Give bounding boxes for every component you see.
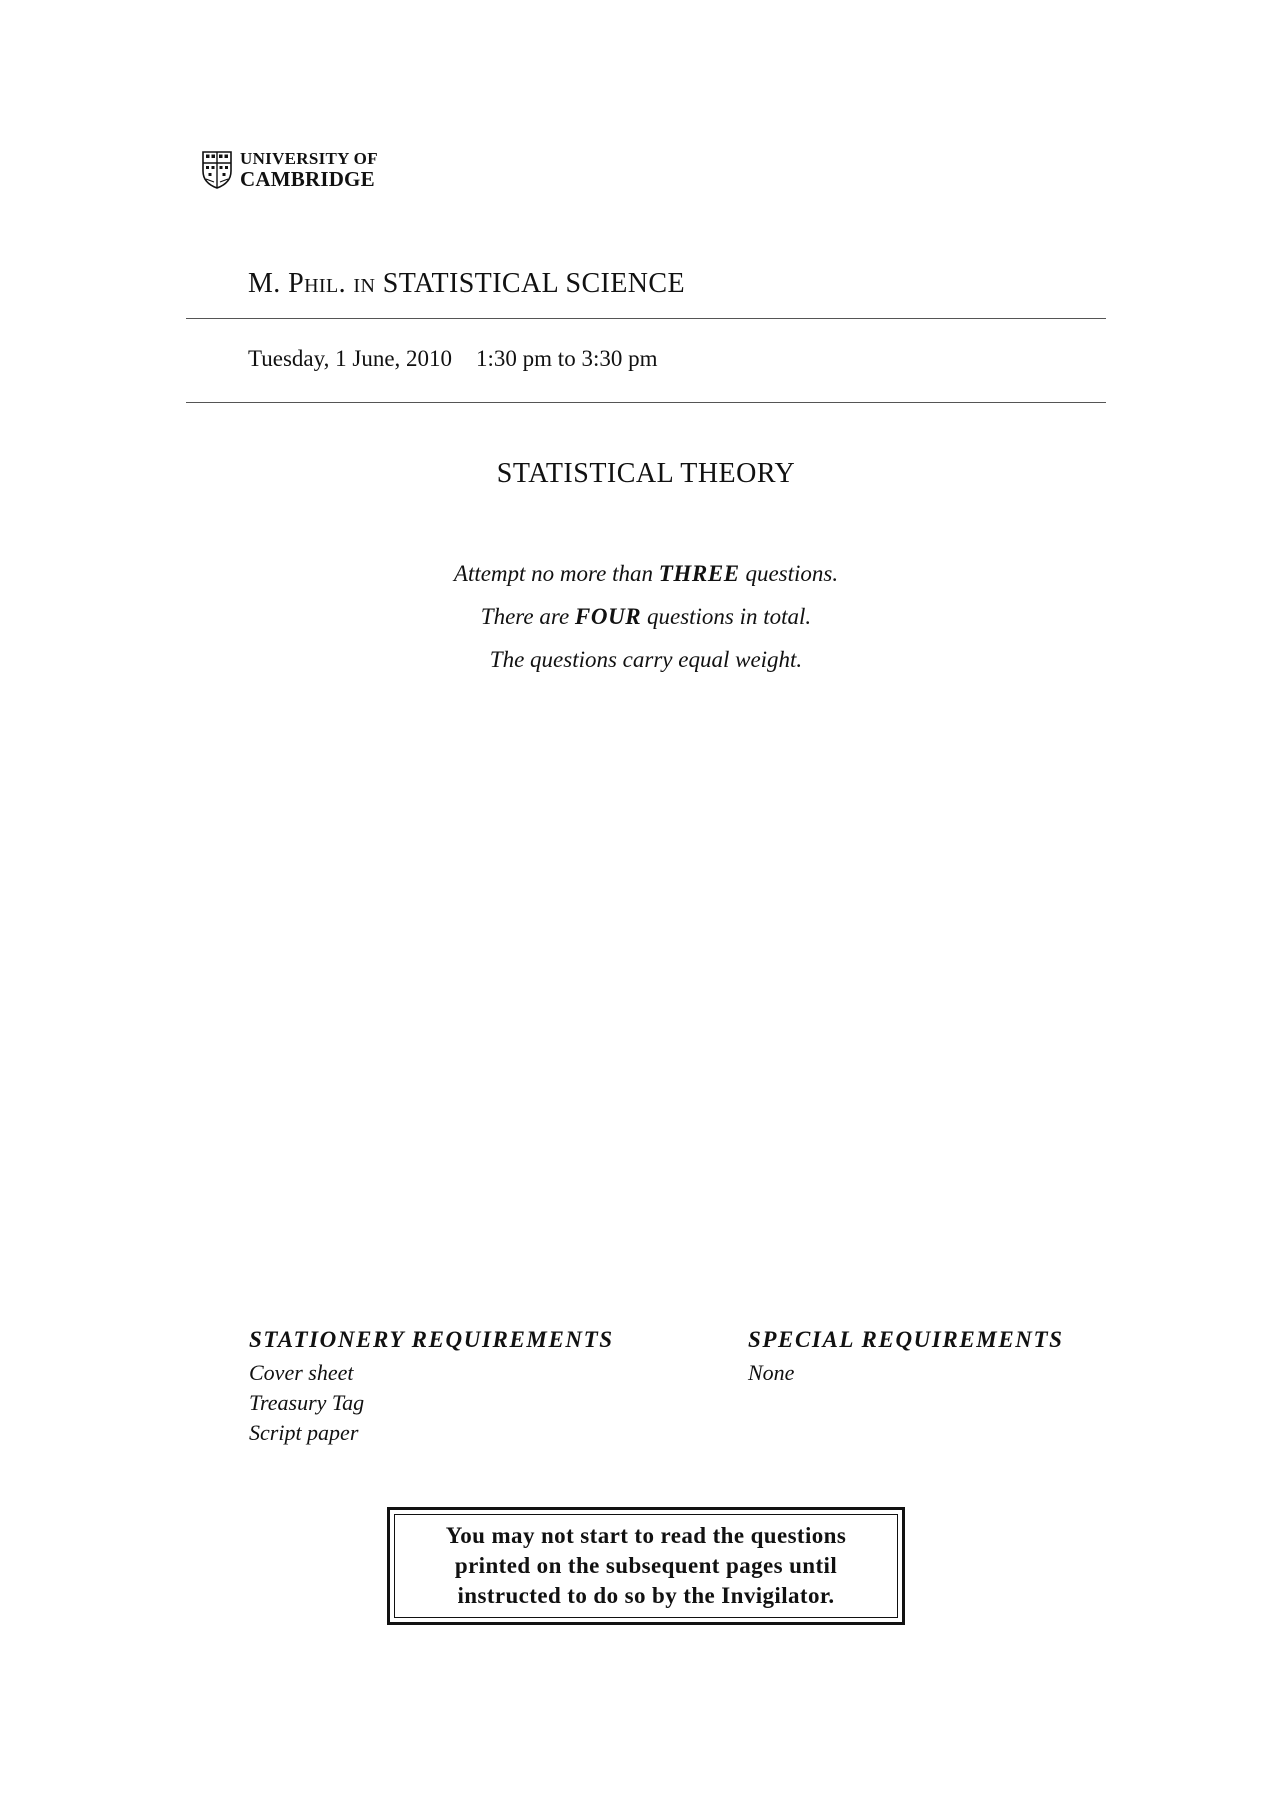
notice-line: printed on the subsequent pages until bbox=[454, 1553, 838, 1578]
notice-line: You may not start to read the questions bbox=[445, 1523, 847, 1548]
programme-name: STATISTICAL SCIENCE bbox=[382, 268, 685, 299]
exam-date: Tuesday, 1 June, 2010 bbox=[248, 346, 453, 371]
instruction-text: There are bbox=[480, 604, 575, 629]
exam-time: 1:30 pm to 3:30 pm bbox=[476, 346, 658, 371]
instruction-emphasis: THREE bbox=[658, 561, 740, 586]
instruction-text: Attempt no more than bbox=[453, 561, 659, 586]
programme-prefix: M. bbox=[248, 268, 289, 299]
stationery-item: Treasury Tag bbox=[249, 1390, 365, 1415]
logo-line-2: CAMBRIDGE bbox=[240, 167, 375, 191]
header-rule-top bbox=[186, 318, 1106, 319]
stationery-requirements bbox=[249, 1322, 614, 1448]
notice-line: instructed to do so by the Invigilator. bbox=[457, 1583, 835, 1608]
exam-instructions bbox=[0, 552, 1280, 681]
instruction-line bbox=[0, 595, 1280, 638]
notice-inner-frame bbox=[394, 1514, 898, 1618]
university-name bbox=[240, 150, 378, 190]
instruction-text: questions in total. bbox=[641, 604, 812, 629]
instruction-text: questions. bbox=[739, 561, 839, 586]
instruction-line bbox=[0, 638, 1280, 681]
paper-subject: STATISTICAL THEORY bbox=[496, 458, 796, 489]
invigilator-notice bbox=[387, 1507, 905, 1625]
logo-line-1: UNIVERSITY OF bbox=[240, 149, 378, 168]
instruction-text: The questions carry equal weight. bbox=[489, 647, 803, 672]
programme-phil: Phil. bbox=[288, 268, 347, 299]
university-logo bbox=[202, 150, 378, 190]
special-item: None bbox=[748, 1360, 795, 1385]
special-requirements bbox=[748, 1322, 1064, 1388]
exam-datetime bbox=[248, 346, 657, 372]
programme-title bbox=[248, 268, 685, 300]
header-rule-bottom bbox=[186, 402, 1106, 403]
special-heading: SPECIAL REQUIREMENTS bbox=[748, 1327, 1064, 1352]
instruction-line bbox=[0, 552, 1280, 595]
stationery-item: Script paper bbox=[249, 1420, 359, 1445]
stationery-item: Cover sheet bbox=[249, 1360, 354, 1385]
instruction-emphasis: FOUR bbox=[574, 604, 642, 629]
university-crest-icon bbox=[202, 151, 232, 189]
programme-in: in bbox=[346, 268, 383, 299]
stationery-heading: STATIONERY REQUIREMENTS bbox=[249, 1327, 614, 1352]
